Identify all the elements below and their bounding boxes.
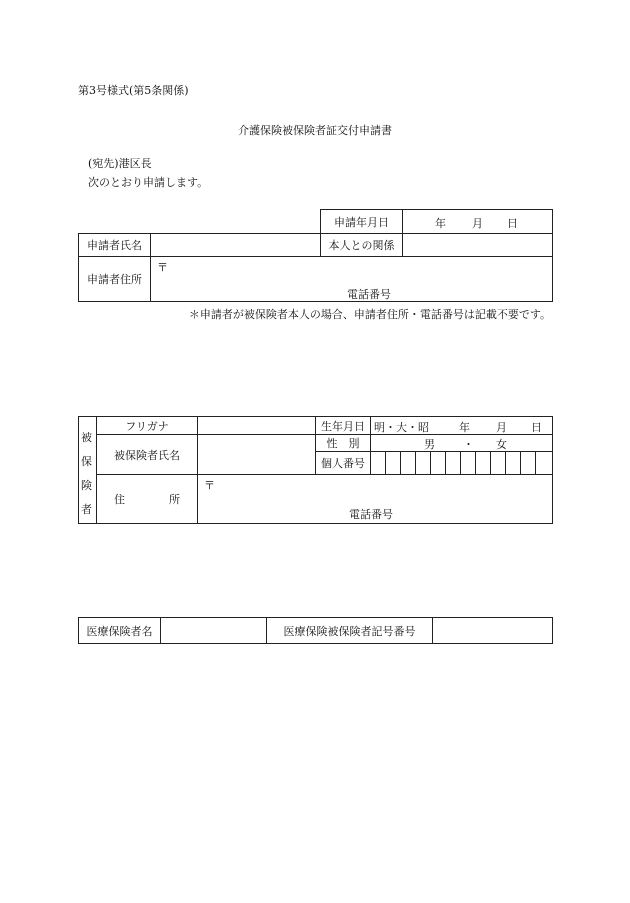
sex-separator: ・	[463, 438, 474, 451]
form-number: 第3号様式(第5条関係)	[78, 84, 189, 97]
date-day-label: 日	[507, 217, 518, 230]
id-digit-box[interactable]	[536, 452, 553, 475]
insured-address-label: 住 所	[97, 475, 198, 524]
page-title: 介護保険被保険者証交付申請書	[238, 124, 392, 137]
relation-label: 本人との関係	[321, 234, 403, 257]
birth-date-label: 生年月日	[316, 417, 371, 435]
applicant-name-field[interactable]	[151, 234, 321, 257]
relation-field[interactable]	[403, 234, 553, 257]
side-char: 者	[81, 503, 92, 516]
id-digit-box[interactable]	[461, 452, 476, 475]
furigana-field[interactable]	[198, 417, 316, 435]
sex-field[interactable]	[371, 435, 553, 452]
side-char: 被	[81, 431, 92, 444]
applicant-name-label: 申請者氏名	[79, 234, 151, 257]
insured-address-field[interactable]	[198, 475, 553, 524]
sex-label: 性 別	[316, 435, 371, 452]
insured-name-label: 被保険者氏名	[97, 435, 198, 475]
insured-side-label	[79, 417, 97, 524]
side-char: 険	[81, 479, 92, 492]
blank-cell	[79, 210, 321, 234]
insured-name-field[interactable]	[198, 435, 316, 475]
side-char: 保	[81, 455, 92, 468]
id-digit-box[interactable]	[506, 452, 521, 475]
date-month-label: 月	[472, 217, 483, 230]
id-digit-box[interactable]	[446, 452, 461, 475]
medical-insurer-label: 医療保険者名	[79, 618, 161, 644]
id-digit-box[interactable]	[491, 452, 506, 475]
applicant-address-label: 申請者住所	[79, 257, 151, 302]
id-digit-box[interactable]	[386, 452, 401, 475]
sex-male[interactable]: 男	[424, 438, 435, 451]
birth-year-label: 年	[459, 421, 470, 434]
applicant-address-field[interactable]	[151, 257, 553, 302]
application-date-label: 申請年月日	[321, 210, 403, 234]
insured-phone-label: 電話番号	[349, 508, 393, 521]
medical-insurance-table	[78, 617, 553, 644]
id-digit-box[interactable]	[416, 452, 431, 475]
date-year-label: 年	[435, 217, 446, 230]
medical-number-field[interactable]	[433, 618, 553, 644]
sex-female[interactable]: 女	[496, 438, 507, 451]
id-digit-box[interactable]	[476, 452, 491, 475]
id-digit-box[interactable]	[431, 452, 446, 475]
intro-text: 次のとおり申請します。	[88, 176, 209, 189]
birth-date-field[interactable]	[371, 417, 553, 435]
insured-table	[78, 416, 553, 524]
applicant-table	[78, 209, 553, 302]
id-number-label: 個人番号	[316, 452, 371, 475]
addressee: (宛先)港区長	[88, 157, 152, 170]
id-digit-box[interactable]	[371, 452, 386, 475]
postal-mark: 〒	[157, 261, 168, 274]
birth-month-label: 月	[496, 421, 507, 434]
id-digit-box[interactable]	[521, 452, 536, 475]
id-digit-box[interactable]	[401, 452, 416, 475]
application-date-field[interactable]	[403, 210, 553, 234]
furigana-label: フリガナ	[97, 417, 198, 435]
applicant-note: ＊申請者が被保険者本人の場合、申請者住所・電話番号は記載不要です。	[188, 308, 551, 321]
insured-postal-mark: 〒	[204, 479, 215, 492]
birth-day-label: 日	[531, 421, 542, 434]
medical-number-label: 医療保険被保険者記号番号	[267, 618, 433, 644]
phone-label: 電話番号	[347, 288, 391, 301]
medical-insurer-field[interactable]	[161, 618, 267, 644]
era-options: 明・大・昭	[374, 421, 429, 434]
